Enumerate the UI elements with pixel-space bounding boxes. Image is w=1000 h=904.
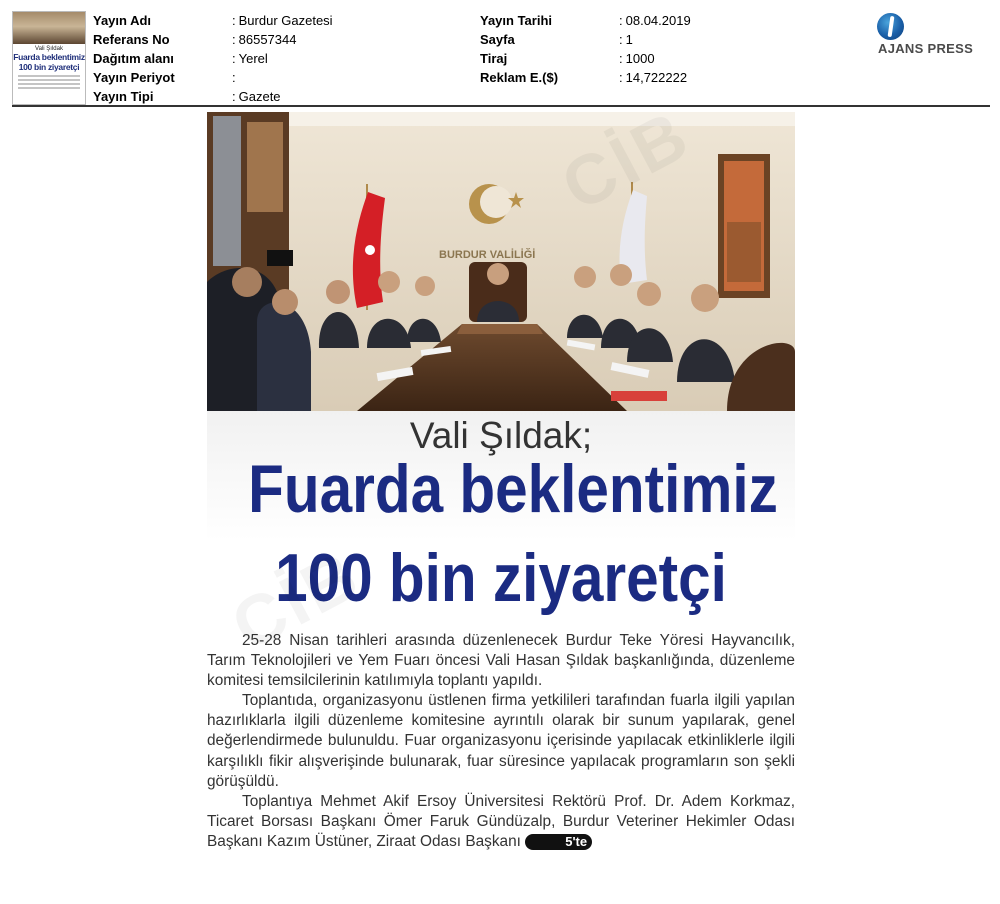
publication-meta-left	[93, 11, 333, 106]
article-paragraph: Toplantıda, organizasyonu üstlenen firma yetkilileri tarafından fuarla ilgili yapılan hazırlıklarla ilgili düzenleme komitesine ayrıntılı olarak bir sunum yapılarak, genel değerlendirmede bulunuldu. Fuar organizasyonu içerisinde yapılacak etkinliklerle ilgili karşılıklı fikir alışverişinde bulunarak, fuar süresince yapılacak programların son şekli görüşüldü.	[207, 692, 795, 790]
meta-value: 1	[625, 32, 633, 47]
meta-value: 86557344	[238, 32, 297, 47]
publication-meta-right	[480, 11, 691, 87]
meta-row-distribution: Dağıtım alanı : Yerel	[93, 51, 268, 66]
article-paragraph-text: Toplantıya Mehmet Akif Ersoy Üniversitesi Rektörü Prof. Dr. Adem Korkmaz, Ticaret Borsası Başkanı Ömer Faruk Gündüzalp, Burdur Veteriner Hekimler Odası Başkanı Kazım Üstüner, Ziraat Odası Başkanı	[207, 792, 795, 850]
meta-value: 14,722222	[625, 70, 688, 85]
thumbnail-headline-line2: 100 bin ziyaretçi	[18, 62, 80, 72]
photo-wall-sign: BURDUR VALİLİĞİ	[439, 249, 536, 261]
ajans-press-logo	[868, 10, 993, 60]
article-paragraph: 25-28 Nisan tarihleri arasında düzenlenecek Burdur Teke Yöresi Hayvancılık, Tarım Teknolojileri ve Yem Fuarı öncesi Vali Hasan Şıldak başkanlığında, düzenleme komitesi temsilcilerinin katılımıyla toplantı yapıldı.	[207, 632, 795, 690]
ajans-press-logo-icon	[877, 13, 904, 40]
meta-row-publication-type: Yayın Tipi : Gazete	[93, 89, 281, 104]
meta-value: Burdur Gazetesi	[238, 13, 333, 28]
article-headline-line1: Fuarda beklentimiz	[248, 451, 778, 527]
thumbnail-kicker: Vali Şıldak	[35, 46, 63, 52]
article-paragraph	[207, 792, 795, 852]
header-divider	[12, 105, 990, 107]
clipping-thumbnail[interactable]	[12, 11, 86, 105]
logo-name: AJANS PRESS	[878, 41, 974, 56]
thumbnail-text-lines	[18, 75, 80, 89]
meta-row-period: Yayın Periyot :	[93, 70, 236, 85]
article-kicker: Vali Şıldak;	[409, 415, 593, 456]
continued-page-badge: 5'te	[525, 834, 592, 850]
article-headline-line2: 100 bin ziyaretçi	[275, 540, 727, 616]
meta-row-publication-name: Yayın Adı : Burdur Gazetesi	[93, 13, 333, 28]
meeting-photo	[207, 112, 795, 411]
meta-row-ad-equivalent: Reklam E.($) : 14,722222	[480, 70, 688, 85]
thumbnail-photo	[13, 12, 85, 44]
meta-row-page: Sayfa : 1	[480, 32, 633, 47]
meta-value: 1000	[625, 51, 655, 66]
meta-row-reference-no: Referans No : 86557344	[93, 32, 297, 47]
meta-value: Gazete	[238, 89, 281, 104]
meta-value: 08.04.2019	[625, 13, 691, 28]
meta-row-circulation: Tiraj : 1000	[480, 51, 655, 66]
meta-value: Yerel	[238, 51, 268, 66]
article-body	[207, 631, 795, 852]
thumbnail-headline-line1: Fuarda beklentimiz	[13, 52, 85, 62]
meta-row-date: Yayın Tarihi : 08.04.2019	[480, 13, 691, 28]
